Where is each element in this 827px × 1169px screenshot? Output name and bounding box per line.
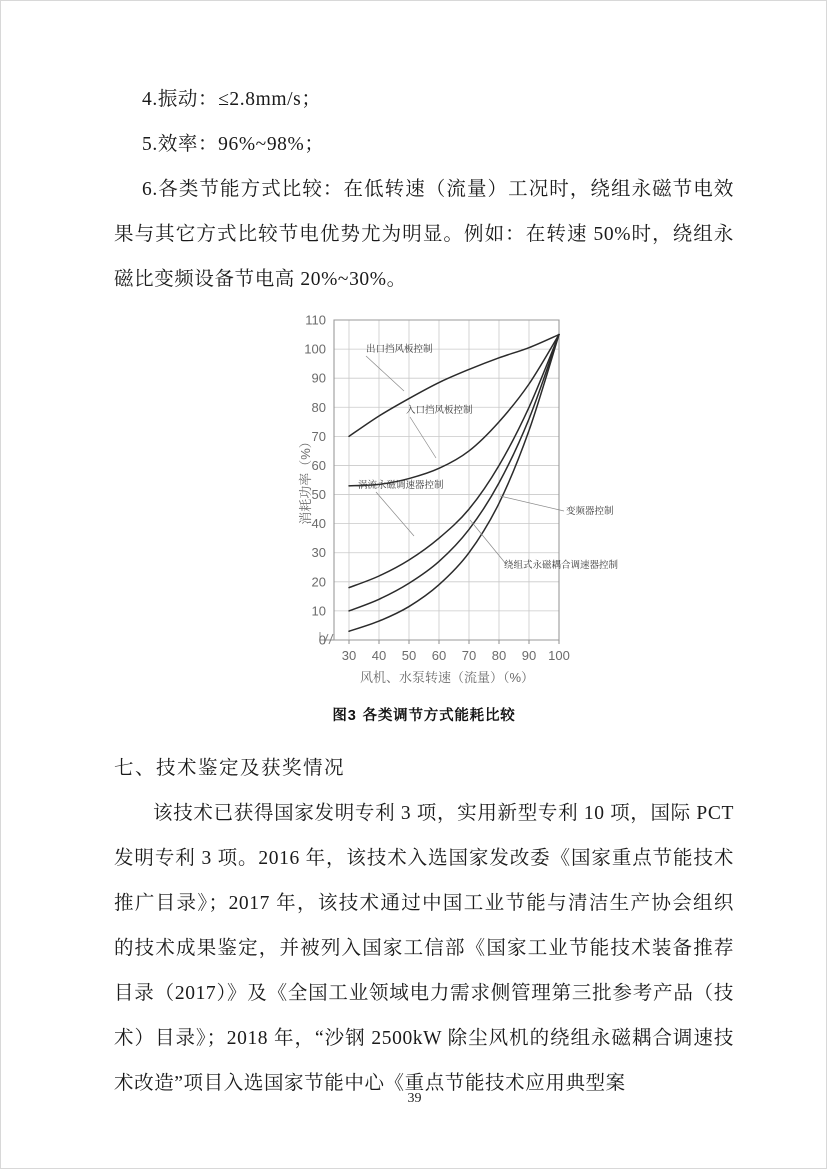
body-item-4: 4.振动：≤2.8mm/s； — [142, 89, 322, 110]
svg-text:60: 60 — [431, 648, 447, 663]
section-heading: 七、技术鉴定及获奖情况 — [114, 758, 346, 779]
svg-text:50: 50 — [311, 487, 326, 503]
series-label-2: 涡流永磁调速器控制 — [358, 480, 444, 491]
svg-text:70: 70 — [461, 648, 477, 663]
svg-text:40: 40 — [371, 648, 387, 663]
svg-text:80: 80 — [311, 399, 326, 415]
body-item-5: 5.效率：96%~98%； — [142, 134, 325, 155]
energy-consumption-line-chart — [114, 306, 734, 706]
svg-text:90: 90 — [521, 648, 537, 663]
svg-text:30: 30 — [341, 648, 357, 663]
svg-text:20: 20 — [311, 574, 326, 590]
figure-3 — [114, 306, 734, 724]
body-paragraph-1: 该技术已获得国家发明专利 3 项，实用新型专利 10 项，国际 PCT 发明专利 3 项。2016 年，该技术入选国家发改委《国家重点节能技术推广目录》；2017 年，该技术通过中国工业节能与清洁生产协会组织的技术成果鉴定，并被列入国家工信部《国家工业节能技术装备推荐目录（2017）》及《全国工业领域电力需求侧管理第三批参考产品（技术）目录》；2018 年，“沙钢 2500kW 除尘风机的绕组永磁耦合调速技术改造”项目入选国家节能中心《重点节能技术应用典型案 — [114, 803, 734, 1094]
svg-text:100: 100 — [548, 648, 570, 663]
series-label-0: 出口挡风板控制 — [366, 344, 433, 355]
series-label-4: 绕组式永磁耦合调速器控制 — [504, 560, 619, 571]
figure-caption-text: 各类调节方式能耗比较 — [362, 708, 516, 724]
figure-caption-number: 图3 — [332, 708, 357, 724]
svg-text:70: 70 — [311, 428, 326, 444]
x-axis-tick-marks — [349, 640, 559, 644]
svg-text:30: 30 — [311, 545, 326, 561]
svg-text:60: 60 — [311, 457, 326, 473]
svg-text:100: 100 — [304, 341, 326, 357]
y-axis-title: 消耗功率（%） — [298, 435, 313, 525]
figure-caption — [114, 704, 734, 725]
svg-text:110: 110 — [305, 312, 326, 328]
series-label-3: 变频器控制 — [566, 506, 614, 517]
x-axis-title: 风机、水泵转速（流量）（%） — [359, 670, 535, 685]
body-item-6: 6.各类节能方式比较：在低转速（流量）工况时，绕组永磁节电效果与其它方式比较节电优势尤为明显。例如：在转速 50%时，绕组永磁比变频设备节电高 20%~30%。 — [114, 179, 734, 290]
svg-text:50: 50 — [401, 648, 417, 663]
page-number: 39 — [407, 1091, 422, 1106]
svg-text:40: 40 — [311, 516, 326, 532]
series-label-1: 入口挡风板控制 — [406, 405, 473, 416]
svg-text:10: 10 — [311, 603, 326, 619]
x-axis-tick-labels — [342, 648, 570, 663]
svg-text:90: 90 — [311, 370, 326, 386]
document-body-lower — [114, 746, 734, 1106]
svg-text:80: 80 — [491, 648, 507, 663]
svg-text:0: 0 — [318, 632, 326, 648]
chart-canvas — [114, 306, 734, 706]
document-body-upper — [114, 77, 734, 302]
